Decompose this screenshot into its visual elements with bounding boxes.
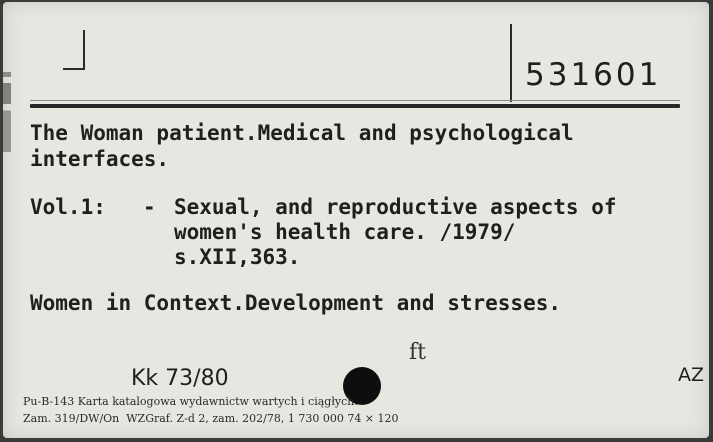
shelfmark: Kk 73/80 [131,366,229,391]
header-rule [30,104,680,108]
title-line-2: interfaces. [30,147,170,171]
volume-dash: - [143,195,156,219]
volume-label: Vol.1: [30,195,106,219]
location-code: AZ [678,364,705,386]
pencil-annotation: ft [409,340,426,365]
corner-bracket-mark [63,30,85,70]
header-divider-vertical [510,24,512,102]
card-number: 531601 [525,57,662,93]
volume-line-3: s.XII,363. [174,245,301,269]
volume-line-1: Sexual, and reproductive aspects of [174,195,617,219]
volume-line-2: women's health care. /1979/ [174,220,516,244]
footer-line-1: Pu-B-143 Karta katalogowa wydawnictw wartych i ciągłych. [23,395,358,408]
series-line: Women in Context.Development and stresses. [30,291,562,315]
header-rule-thin [30,100,680,101]
catalog-card [3,2,709,438]
card-edge-mark [3,72,11,152]
title-line-1: The Woman patient.Medical and psychological [30,121,574,145]
footer-line-2: Zam. 319/DW/On WZGraf. Z-d 2, zam. 202/78, 1 730 000 74 × 120 [23,412,399,425]
